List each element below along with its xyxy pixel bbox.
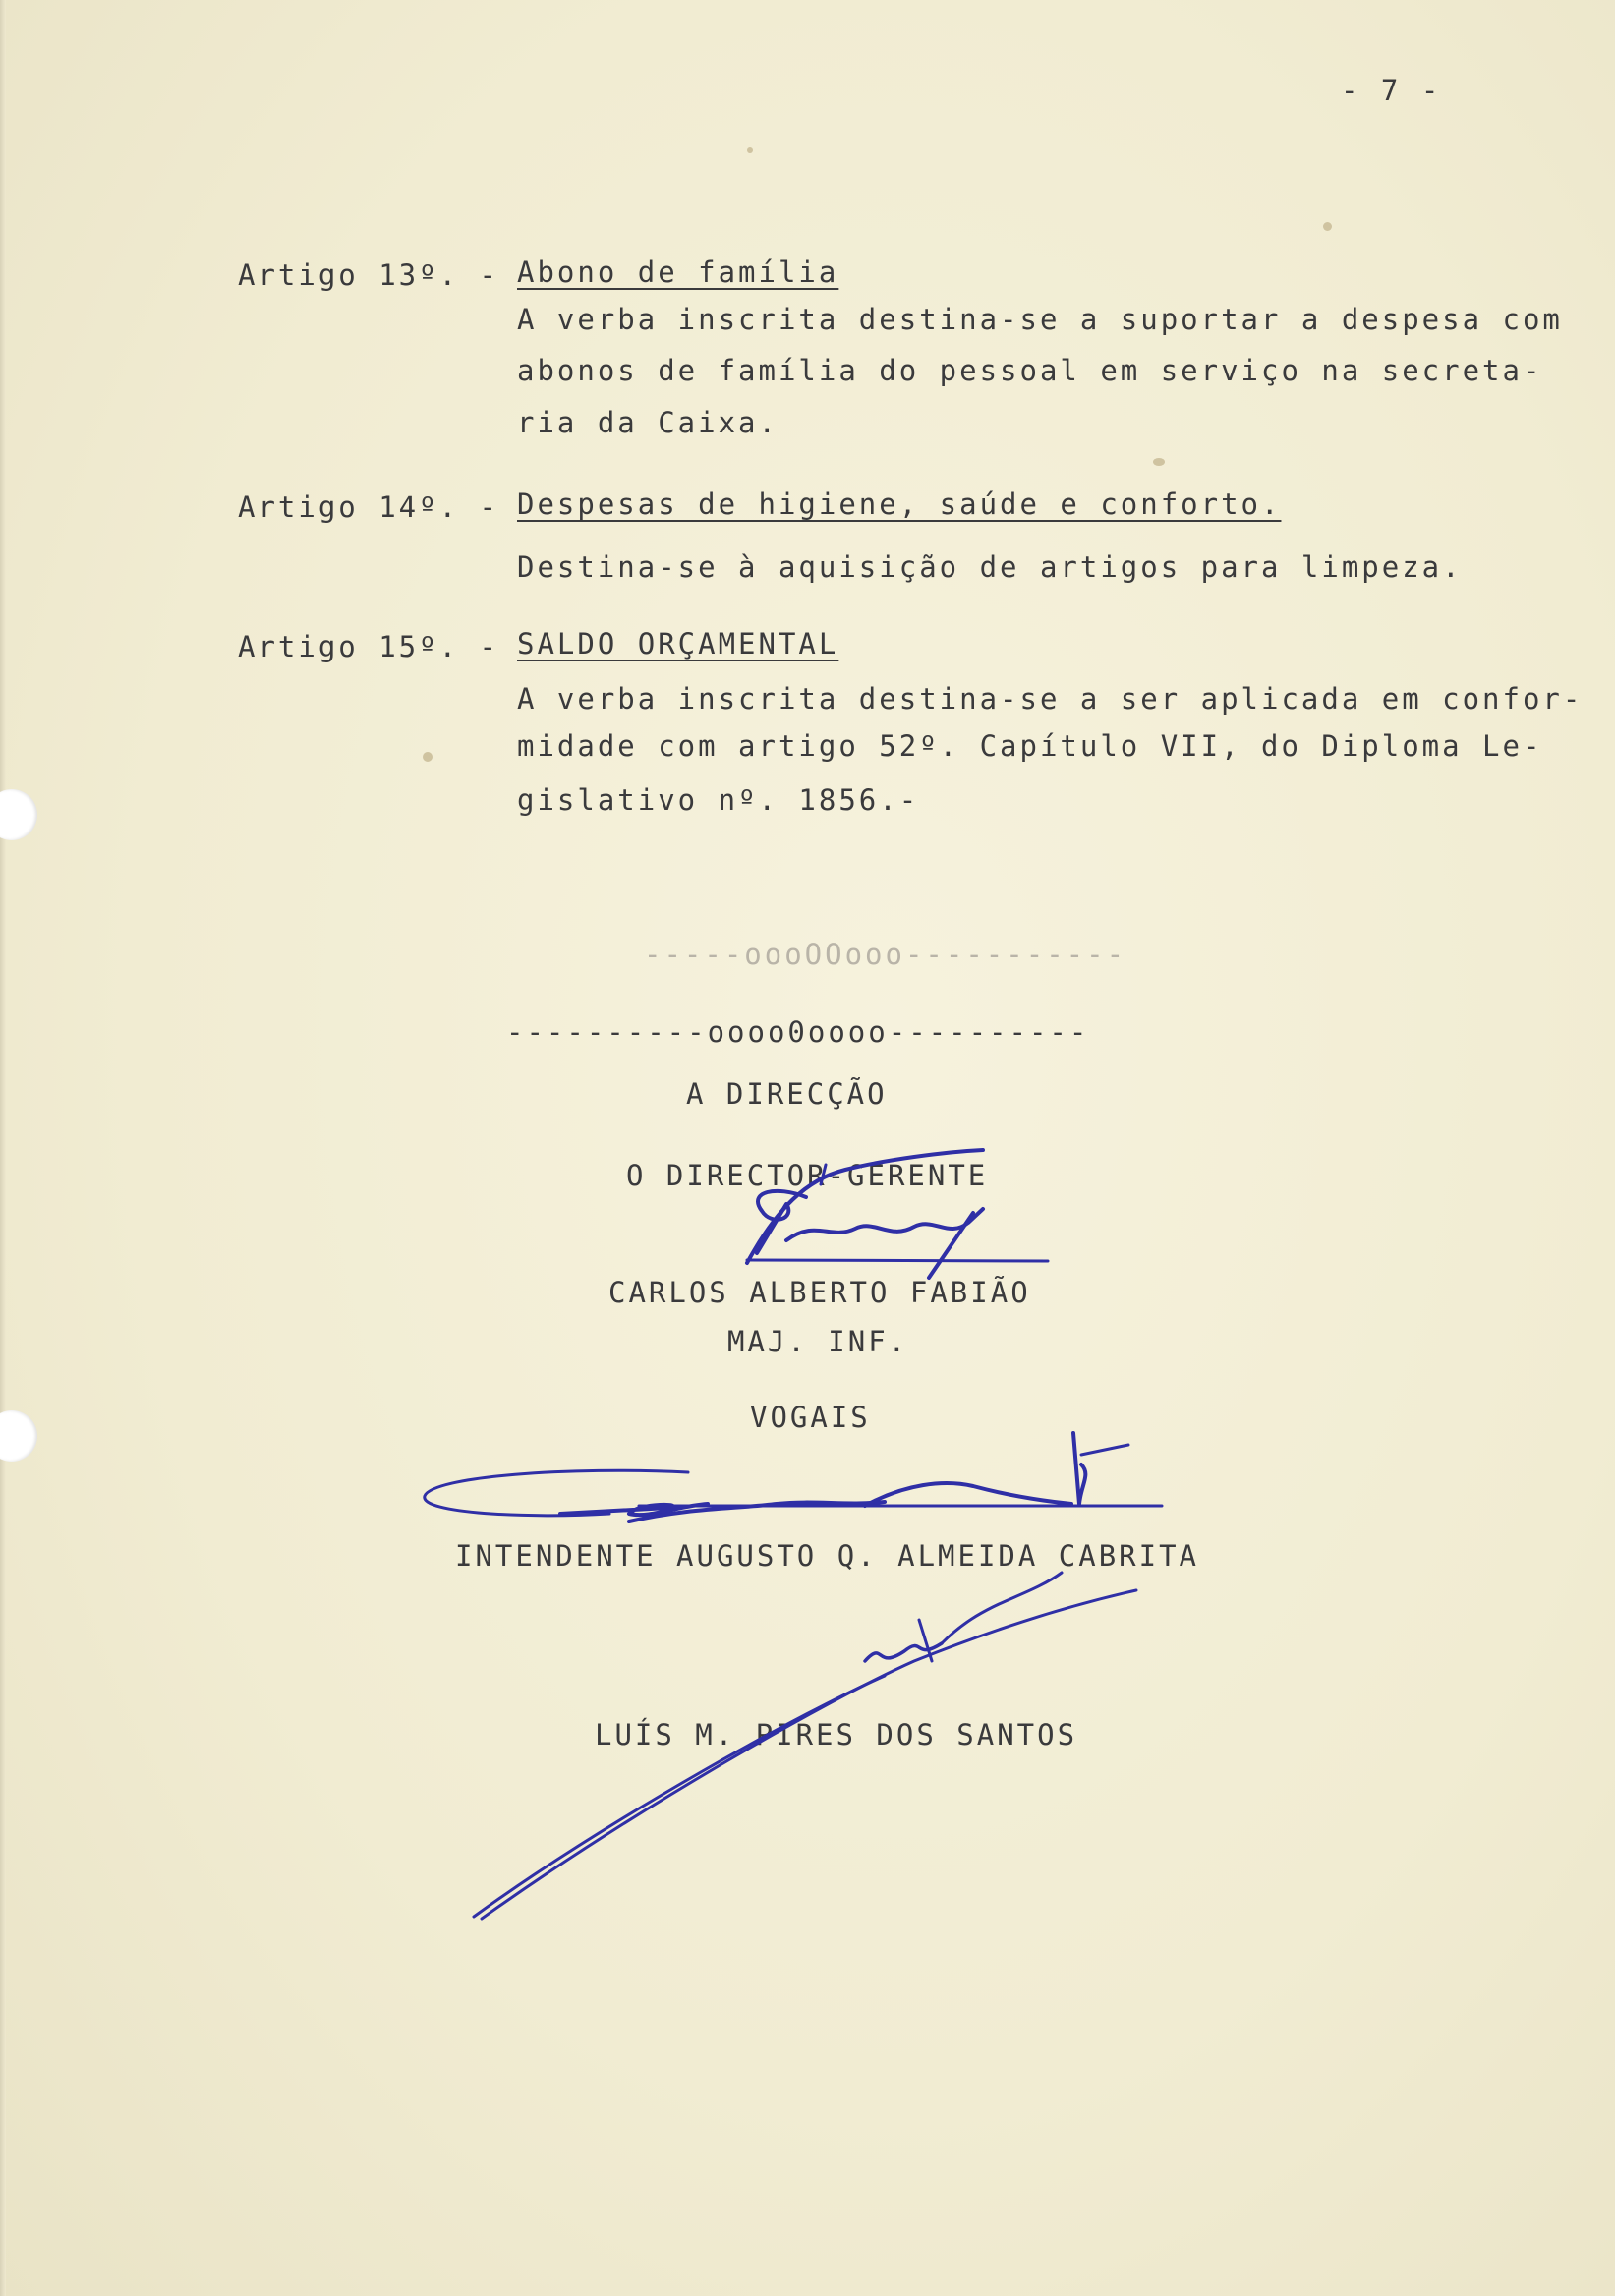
vogal-name-1: INTENDENTE AUGUSTO Q. ALMEIDA CABRITA xyxy=(455,1539,1200,1573)
faint-separator: -----oooOOooo----------- xyxy=(644,938,1127,971)
paper-speck xyxy=(1153,458,1165,466)
article-15-line: A verba inscrita destina-se a ser aplicada em confor- xyxy=(517,682,1584,716)
article-15-heading: SALDO ORÇAMENTAL xyxy=(517,627,839,660)
article-15-label: Artigo 15º. - xyxy=(238,630,499,663)
article-13-line: ria da Caixa. xyxy=(517,406,779,439)
article-13-heading: Abono de família xyxy=(517,256,839,289)
separator-line: ----------oooo0oooo---------- xyxy=(506,1015,1090,1049)
article-14-line: Destina-se à aquisição de artigos para limpeza. xyxy=(517,550,1463,584)
article-14-label: Artigo 14º. - xyxy=(238,490,499,524)
paper-speck xyxy=(423,752,433,762)
paper-speck xyxy=(747,147,753,153)
paper-edge xyxy=(0,0,6,2296)
article-13-line: A verba inscrita destina-se a suportar a despesa com xyxy=(517,303,1563,336)
article-14-heading: Despesas de higiene, saúde e conforto. xyxy=(517,488,1282,521)
direction-title: A DIRECÇÃO xyxy=(686,1077,888,1111)
article-13-line: abonos de família do pessoal em serviço na secreta- xyxy=(517,354,1543,387)
page-number: - 7 - xyxy=(1341,74,1442,107)
director-rank: MAJ. INF. xyxy=(727,1325,909,1358)
director-name: CARLOS ALBERTO FABIÃO xyxy=(608,1276,1031,1309)
vogal-name-2: LUÍS M. PIRES DOS SANTOS xyxy=(595,1718,1078,1751)
director-role: O DIRECTOR-GERENTE xyxy=(626,1159,989,1192)
vogais-title: VOGAIS xyxy=(750,1401,871,1434)
paper-speck xyxy=(1323,222,1332,231)
article-15-line: midade com artigo 52º. Capítulo VII, do Diploma Le- xyxy=(517,729,1543,763)
article-13-label: Artigo 13º. - xyxy=(238,258,499,292)
article-15-line: gislativo nº. 1856.- xyxy=(517,783,920,817)
